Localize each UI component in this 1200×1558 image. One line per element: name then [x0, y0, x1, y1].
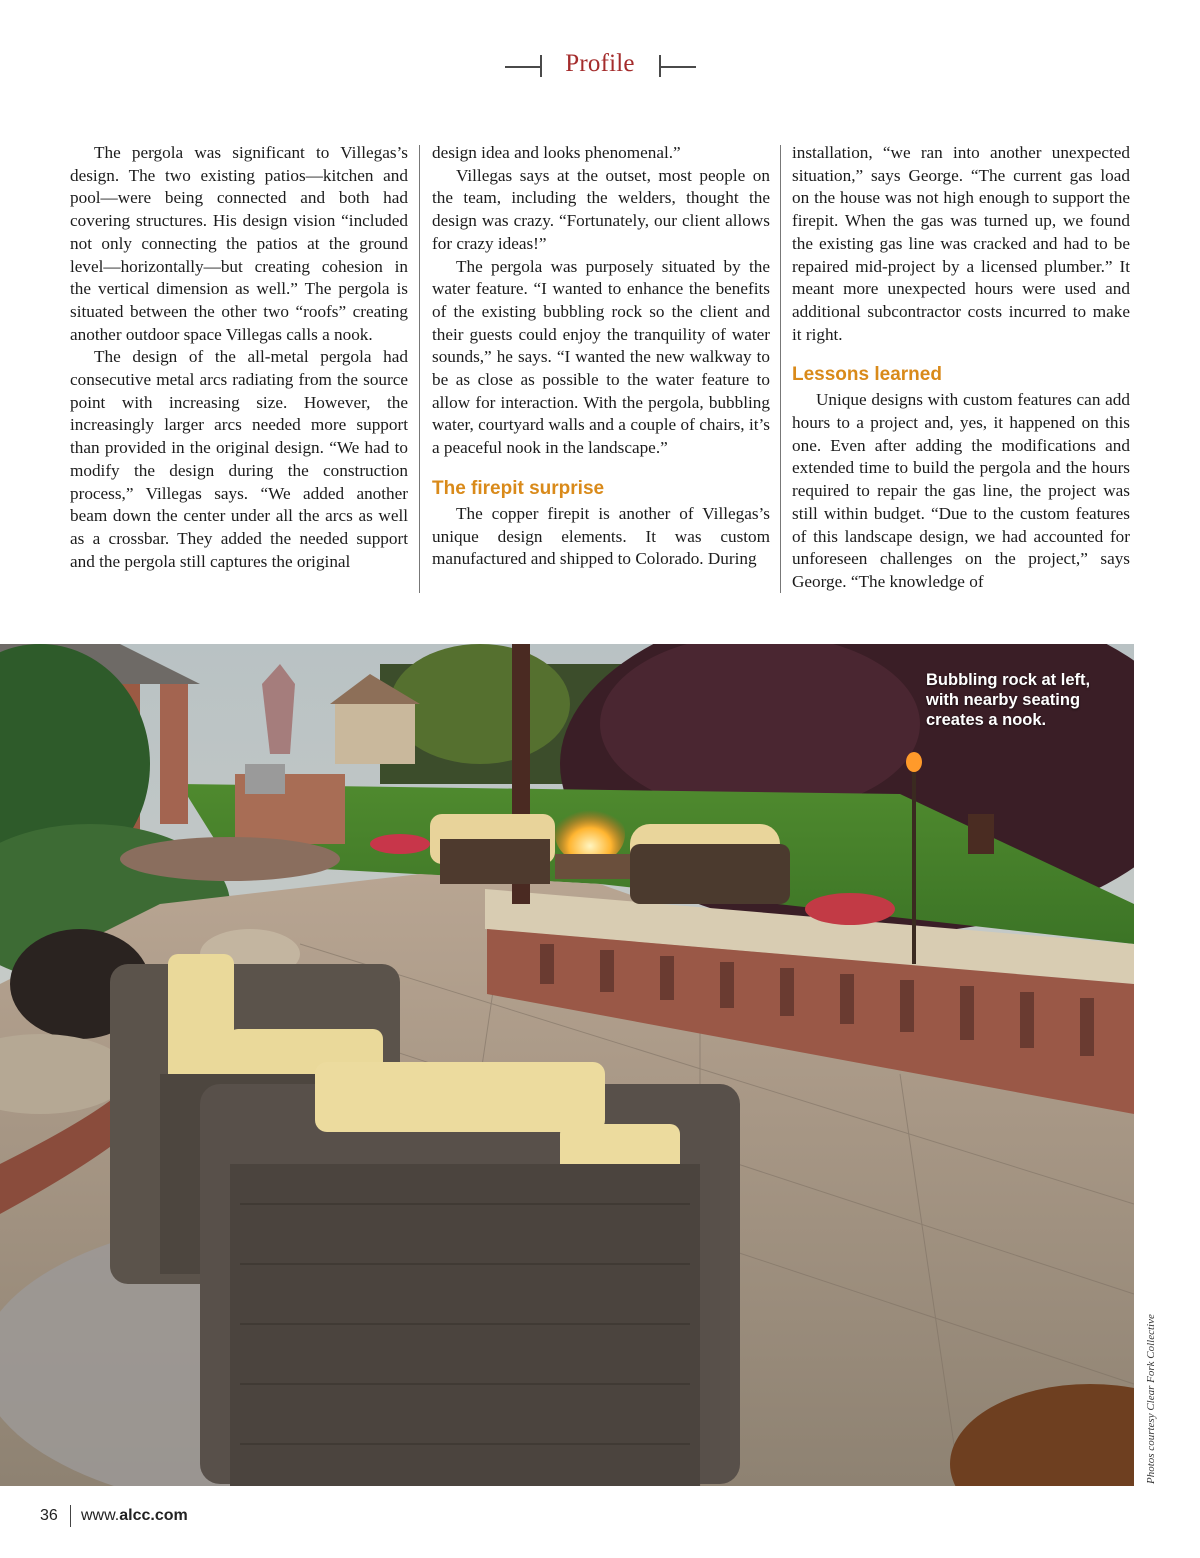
footer-divider	[70, 1505, 71, 1527]
paragraph: The copper firepit is another of Villegas’s unique design elements. It was custom manufactured and shipped to Colorado. During	[432, 503, 770, 569]
site-domain: alcc.com	[119, 1507, 188, 1524]
subhead-lessons: Lessons learned	[792, 364, 942, 386]
paragraph: The design of the all-metal pergola had consecutive metal arcs radiating from the source point with increasing size. However, the increasingly larger arcs needed more support than provided in the original design. “We had to modify the design during the construction process,” Villegas says. “We added another beam down the center under all the arcs as well as a crossbar. They added the needed support and the pergola still captures the original	[70, 347, 408, 571]
subhead-firepit: The firepit surprise	[432, 477, 605, 499]
paragraph: Unique designs with custom features can add hours to a project and, yes, it happened on this one. Even after adding the modifications and extended time to build the pergola and the hours required to repair the gas line, the project was still within budget. “Due to the custom features of this landscape design, we had accounted for unforeseen challenges on the project,” says George. “The knowledge of	[792, 390, 1130, 591]
site-prefix: www.	[81, 1507, 120, 1524]
site-url[interactable]	[81, 1507, 188, 1525]
page-number: 36	[40, 1507, 58, 1524]
patio-photo	[0, 644, 1134, 1486]
header-tick-left	[540, 55, 542, 77]
paragraph: Villegas says at the outset, most people on the team, including the welders, thought the design was crazy. “Fortunately, our client allows for crazy ideas!”	[432, 165, 770, 253]
article-column-2	[432, 142, 770, 571]
column-divider	[780, 145, 781, 593]
paragraph: installation, “we ran into another unexpected situation,” says George. “The current gas load on the house was not high enough to support the firepit. When the gas was turned up, we found the existing gas line was cracked and had to be repaired mid-project by a licensed plumber.” It meant more unexpected hours were used and additional subcontractor costs incurred to make it right.	[792, 143, 1130, 344]
paragraph: design idea and looks phenomenal.”	[432, 143, 681, 162]
section-header	[0, 46, 1200, 86]
article-column-1	[70, 142, 408, 573]
header-rule-right	[660, 66, 696, 68]
photo-caption: Bubbling rock at left, with nearby seating creates a nook.	[926, 671, 1091, 729]
article-column-3	[792, 142, 1130, 594]
column-divider	[419, 145, 420, 593]
paragraph: The pergola was significant to Villegas’s design. The two existing patios—kitchen and pool—were being connected and both had covering structures. His design vision “included not only connecting the patios at the ground level—horizontally—but creating cohesion in the vertical dimension as well.” The pergola is situated between the other two “roofs” creating another outdoor space Villegas calls a nook.	[70, 143, 408, 344]
photo-credit: Photos courtesy Clear Fork Collective	[1145, 1314, 1157, 1484]
section-title: Profile	[565, 50, 635, 77]
patio-photo-illustration	[0, 644, 1134, 1486]
paragraph: The pergola was purposely situated by the water feature. “I wanted to enhance the benefits of the existing bubbling rock so the client and their guests could enjoy the tranquility of water sounds,” he says. “I wanted the new walkway to be as close as possible to the water feature to allow for interaction. With the pergola, bubbling water, courtyard walls and a couple of chairs, it’s a peaceful nook in the landscape.”	[432, 256, 770, 458]
header-rule-left	[505, 66, 541, 68]
